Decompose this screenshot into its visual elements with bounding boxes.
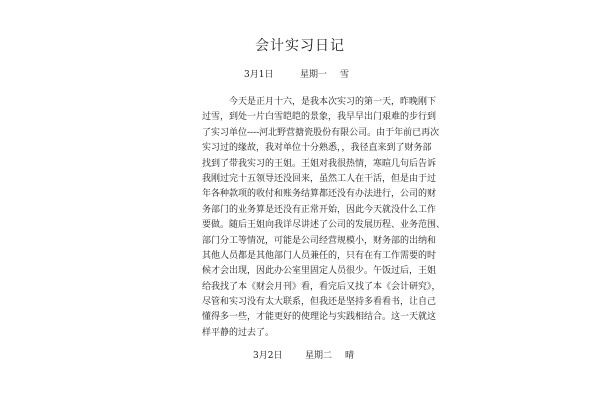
body-line: 尽管和实习没有太大联系，但我还是坚持多看看书，让自己 [202,297,437,308]
document-title: 会计实习日记 [255,38,345,54]
entry-weekday: 星期二 [305,351,333,361]
entry-date: 3月2日 [253,351,283,361]
entry-weekday: 星期一 [300,70,328,80]
entry-weather: 晴 [345,351,355,361]
entry-date: 3月1日 [244,70,274,80]
body-line: 年各种款项的收付和账务结算都还没有办法进行，公司的财 [202,189,437,200]
entry-header-march-2 [0,348,600,362]
body-line: 今天是正月十六，是我本次实习的第一天，昨晚刚下 [229,97,437,107]
entry-weather: 雪 [340,70,350,80]
body-line: 我刚过完十五领导还没回来，虽然工人在干活，但是由于过 [202,173,437,184]
body-line: 其他人员都是其他部门人员兼任的，只有在有工作需要的时 [202,250,437,261]
body-line: 找到了带我实习的王姐。王姐对我很热情，寒暄几句后告诉 [202,158,437,169]
body-line: 给我找了本《财会月刊》看，看完后又找了本《会计研究》， [202,281,441,292]
body-line: 部门分工等情况，可能是公司经营规模小，财务部的出纳和 [202,235,437,246]
body-line: 务部门的业务算是还没有正常开始，因此今天就没什么工作 [202,204,437,215]
body-line: 要做。随后王姐向我详尽讲述了公司的发展历程、业务范围、 [202,220,446,231]
entry-header-march-1 [0,67,600,81]
body-line: 候才会出现，因此办公室里固定人员很少。午饭过后，王姐 [202,266,437,277]
body-line: 过雪，到处一片白雪皑皑的景象，我早早出门艰难的步行到 [202,112,437,123]
body-line: 实习过的缘故，我对单位十分熟悉，，我径直来到了财务部 [202,143,432,154]
body-line: 懂得多一些，才能更好的使理论与实践相结合。这一天就这 [202,312,437,323]
entry-body-march-1 [202,95,446,341]
body-line: 样平静的过去了。 [202,327,275,338]
body-line: 了实习单位----河北野营搪瓷股份有限公司。由于年前已再次 [202,127,440,138]
